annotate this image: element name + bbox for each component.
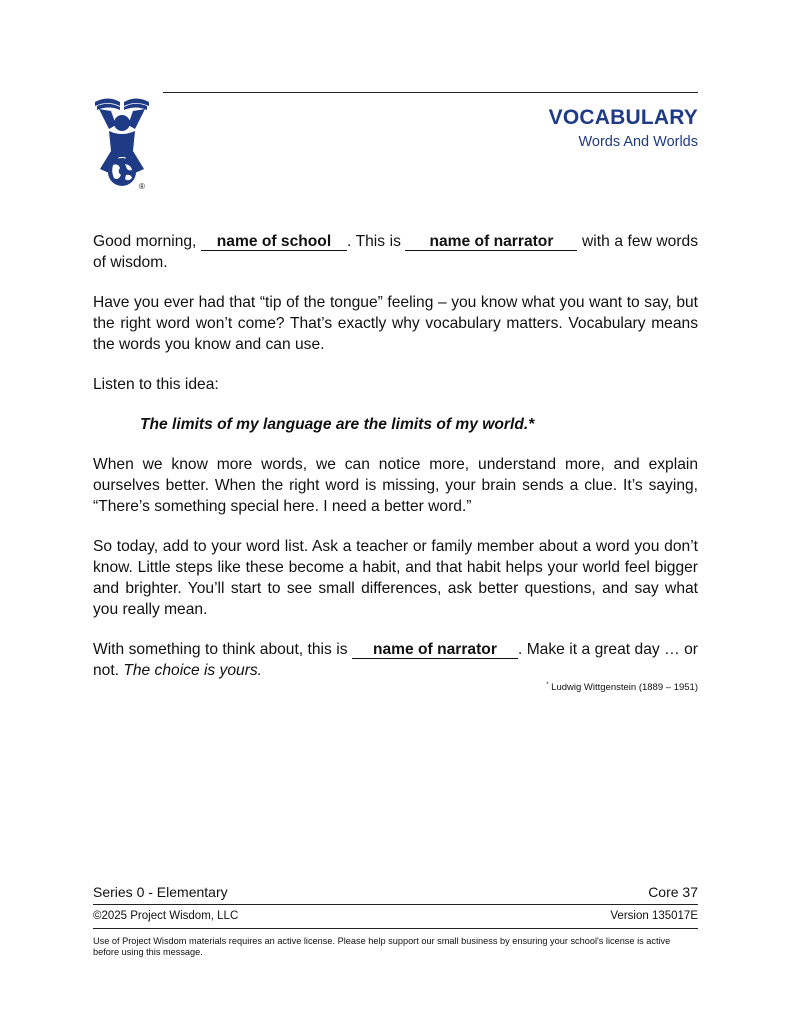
footer-copyright-row xyxy=(93,910,698,922)
version-text: Version 135017E xyxy=(610,910,698,922)
school-name-blank[interactable]: name of school xyxy=(201,233,347,251)
page-title: VOCABULARY xyxy=(548,106,698,129)
narrator-name-blank[interactable]: name of narrator xyxy=(405,233,577,251)
closing-text-2: . Make it a great day … or not. xyxy=(93,641,698,679)
footer-rule xyxy=(93,904,698,905)
choice-text: The choice is yours. xyxy=(123,662,263,679)
project-wisdom-logo xyxy=(89,93,155,193)
quote: The limits of my language are the limits of my world.* xyxy=(140,416,535,433)
listen-paragraph: Listen to this idea: xyxy=(93,376,219,393)
closing-narrator-blank[interactable]: name of narrator xyxy=(352,641,518,659)
greeting-text: Good morning, xyxy=(93,233,201,250)
closing-text: With something to think about, this is xyxy=(93,641,352,658)
page-subtitle: Words And Worlds xyxy=(578,134,698,150)
greeting-text-2: . This is xyxy=(346,233,406,250)
greeting-text-3: with a few words of wisdom. xyxy=(93,233,698,271)
closing-paragraph xyxy=(93,639,698,681)
title-block xyxy=(549,106,698,150)
registered-mark: ® xyxy=(139,182,145,191)
footnote xyxy=(546,682,698,693)
license-notice: Use of Project Wisdom materials requires an active license. Please help support our small business by ensuring your school's license is active before using this message. xyxy=(93,936,671,957)
intro-paragraph: Have you ever had that “tip of the tongue” feeling – you know what you want to say, but the right word won’t come? That’s exactly why vocabulary matters. Vocabulary means the words you know and can use. xyxy=(93,294,698,353)
header-rule xyxy=(163,92,698,93)
copyright-text: ©2025 Project Wisdom, LLC xyxy=(93,910,239,922)
core-label: Core 37 xyxy=(648,884,698,900)
greeting-paragraph xyxy=(93,231,698,273)
footnote-mark: * xyxy=(546,682,549,688)
explanation-paragraph: When we know more words, we can notice more, understand more, and explain ourselves better. When the right word is missing, your brain sends a clue. It’s saying, “There’s something special here. I need a better word.” xyxy=(93,456,698,515)
message-body xyxy=(93,231,698,700)
footer-series-row xyxy=(93,884,698,900)
footer-rule-2 xyxy=(93,928,698,929)
series-label: Series 0 - Elementary xyxy=(93,884,228,900)
action-paragraph: So today, add to your word list. Ask a teacher or family member about a word you don’t know. Little steps like these become a habit, and that habit helps your world feel bigger and brighter. You’ll start to see small differences, ask better questions, and say what you really mean. xyxy=(93,538,698,618)
footnote-text: Ludwig Wittgenstein (1889 – 1951) xyxy=(551,682,698,694)
